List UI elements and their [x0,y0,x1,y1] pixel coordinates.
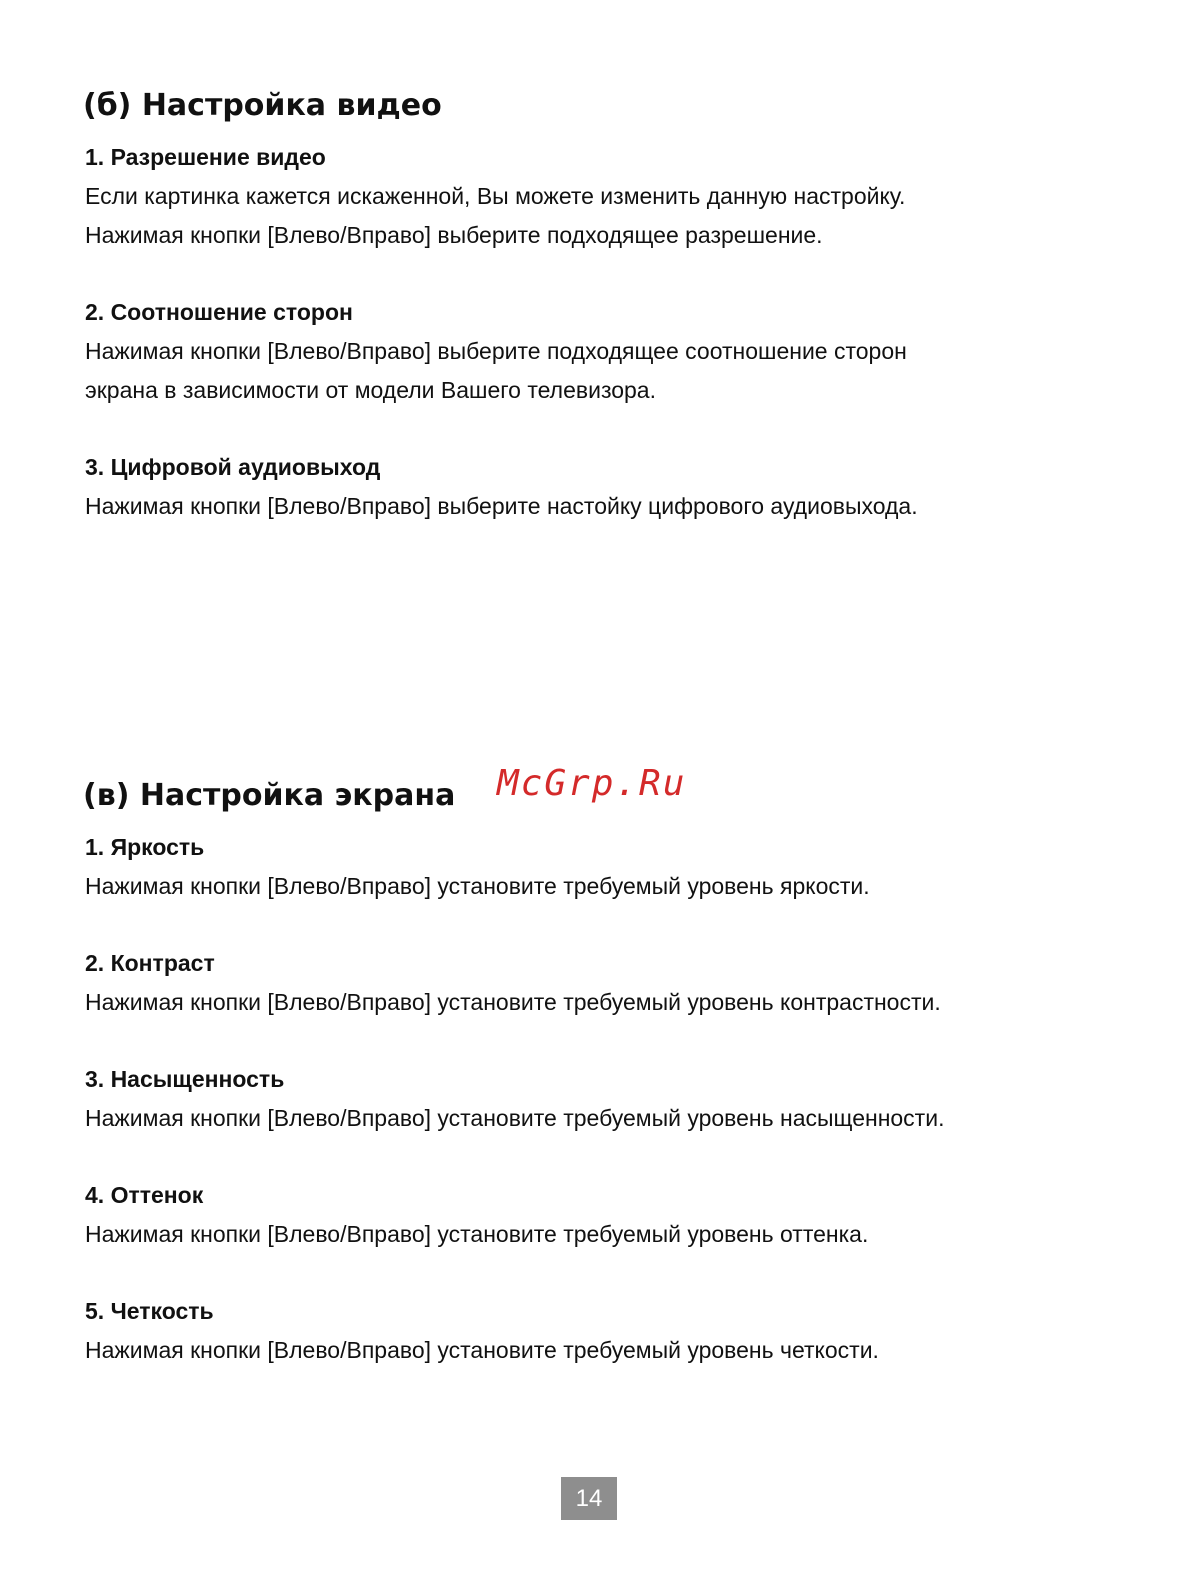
item-text-contrast-line-1: Нажимая кнопки [Влево/Вправо] установите требуемый уровень контрастности. [85,989,941,1015]
page-number: 14 [561,1477,617,1520]
item-heading-contrast: 2. Контраст [85,950,215,976]
item-text-aspect-ratio-line-1: Нажимая кнопки [Влево/Вправо] выберите подходящее соотношение сторон [85,338,907,364]
item-heading-digital-audio: 3. Цифровой аудиовыход [85,454,381,480]
item-text-digital-audio-line-1: Нажимая кнопки [Влево/Вправо] выберите настойку цифрового аудиовыхода. [85,493,918,519]
item-heading-saturation: 3. Насыщенность [85,1066,285,1092]
item-heading-sharpness: 5. Четкость [85,1298,214,1324]
item-heading-video-resolution: 1. Разрешение видео [85,144,326,170]
item-text-video-resolution-line-2: Нажимая кнопки [Влево/Вправо] выберите подходящее разрешение. [85,222,823,248]
item-heading-aspect-ratio: 2. Соотношение сторон [85,299,353,325]
watermark: McGrp.Ru [497,763,687,804]
item-heading-brightness: 1. Яркость [85,834,205,860]
item-heading-hue: 4. Оттенок [85,1182,204,1208]
item-text-brightness-line-1: Нажимая кнопки [Влево/Вправо] установите требуемый уровень яркости. [85,873,870,899]
item-text-video-resolution-line-1: Если картинка кажется искаженной, Вы можете изменить данную настройку. [85,183,906,209]
item-text-aspect-ratio-line-2: экрана в зависимости от модели Вашего телевизора. [85,377,656,403]
section-video-title: (б) Настройка видео [83,88,442,123]
item-text-hue-line-1: Нажимая кнопки [Влево/Вправо] установите требуемый уровень оттенка. [85,1221,869,1247]
section-screen-title: (в) Настройка экрана [83,778,456,813]
item-text-saturation-line-1: Нажимая кнопки [Влево/Вправо] установите требуемый уровень насыщенности. [85,1105,945,1131]
item-text-sharpness-line-1: Нажимая кнопки [Влево/Вправо] установите требуемый уровень четкости. [85,1337,879,1363]
